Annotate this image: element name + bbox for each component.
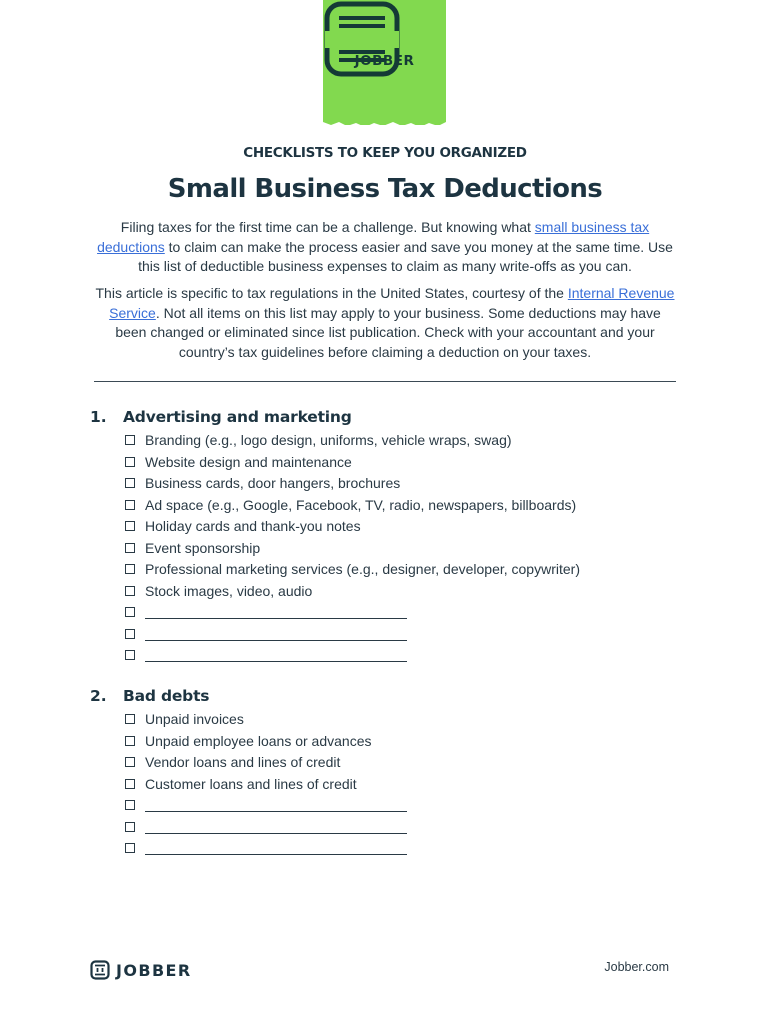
checklist-item[interactable] [90,454,690,476]
checklist-item-label: Unpaid invoices [145,711,244,727]
checklist-item-label: Branding (e.g., logo design, uniforms, vehicle wraps, swag) [145,432,512,448]
checklist-item[interactable] [90,475,690,497]
blank-checklist-item[interactable] [90,626,690,648]
page-title: Small Business Tax Deductions [167,174,603,204]
checkbox-icon[interactable] [125,586,135,596]
blank-line[interactable] [145,661,407,662]
checklist [90,711,690,862]
checkbox-icon[interactable] [125,629,135,639]
checkbox-icon[interactable] [125,500,135,510]
blank-line[interactable] [145,811,407,812]
checklist-item-label: Event sponsorship [145,539,261,556]
section-number: 2. [90,687,107,705]
section-advertising-marketing [90,408,690,669]
blank-checklist-item[interactable] [90,819,690,841]
checkbox-icon[interactable] [125,822,135,832]
checklist-item-label: Customer loans and lines of credit [145,775,357,792]
checkbox-icon[interactable] [125,435,135,445]
checklist-item-label: Ad space (e.g., Google, Facebook, TV, radio, newspapers, billboards) [145,496,577,513]
checkbox-icon[interactable] [125,478,135,488]
checklist-item-label: Business cards, door hangers, brochures [145,475,401,491]
brand-tag [323,0,446,125]
checklist-item[interactable] [90,497,690,519]
section-bad-debts [90,687,690,862]
checkbox-icon[interactable] [125,564,135,574]
intro-p2-text-start: This article is specific to tax regulations in the United States, courtesy of the [95,285,568,301]
intro-p1-text-start: Filing taxes for the first time can be a challenge. But knowing what [120,219,535,235]
checkbox-icon[interactable] [125,457,135,467]
checklist-item-label: Vendor loans and lines of credit [145,754,341,770]
blank-checklist-item[interactable] [90,797,690,819]
tag-wordmark: JOBBER [354,53,415,69]
divider [94,381,676,382]
blank-line[interactable] [145,854,407,855]
section-title: Bad debts [123,687,210,705]
section-number: 1. [90,408,107,426]
checkbox-icon[interactable] [125,736,135,746]
footer-wordmark: JOBBER [116,960,192,980]
checkbox-icon[interactable] [125,650,135,660]
footer-website[interactable]: Jobber.com [604,960,669,974]
blank-line[interactable] [145,833,407,834]
internal-revenue-service-link[interactable]: Internal Revenue Service [109,285,675,321]
checklist-item-label: Unpaid employee loans or advances [145,732,372,749]
checklist-item-label: Stock images, video, audio [145,582,313,599]
footer-logo[interactable] [90,960,192,980]
section-heading [90,408,690,432]
checkbox-icon[interactable] [125,800,135,810]
checkbox-icon[interactable] [125,779,135,789]
checklist-item[interactable] [90,776,690,798]
checkbox-icon[interactable] [125,843,135,853]
checklist-item[interactable] [90,754,690,776]
checklist-item[interactable] [90,432,690,454]
section-title: Advertising and marketing [123,408,352,426]
blank-checklist-item[interactable] [90,604,690,626]
checklist-item[interactable] [90,540,690,562]
intro-p2-text-end: . Not all items on this list may apply to your business. Some deductions may have been changed or eliminated since list publication. Check with your accountant and your country’s tax guidelines before claiming a deduction on your taxes. [115,304,661,360]
jobber-logo-icon [90,960,110,980]
blank-line[interactable] [145,640,407,641]
checkbox-icon[interactable] [125,543,135,553]
blank-line[interactable] [145,618,407,619]
intro-p1-text-end: to claim can make the process easier and save you money at the same time. Use this list of deductible business expenses to claim as many write-offs as you can. [138,238,673,275]
blank-checklist-item[interactable] [90,647,690,669]
checkbox-icon[interactable] [125,757,135,767]
checklist-item-label: Website design and maintenance [145,453,352,470]
section-heading [90,687,690,711]
checkbox-icon[interactable] [125,521,135,531]
small-business-tax-deductions-link[interactable]: small business tax deductions [97,219,650,255]
intro-paragraph-2 [92,284,678,362]
checklist-item[interactable] [90,583,690,605]
checklist-item[interactable] [90,711,690,733]
checklist-item[interactable] [90,518,690,540]
checkbox-icon[interactable] [125,607,135,617]
checkbox-icon[interactable] [125,714,135,724]
blank-checklist-item[interactable] [90,840,690,862]
checklist-item-label: Professional marketing services (e.g., designer, developer, copywriter) [145,561,580,577]
intro-paragraph-1 [92,218,678,277]
checklist-item[interactable] [90,733,690,755]
checklist [90,432,690,669]
checklist-item[interactable] [90,561,690,583]
eyebrow-heading: CHECKLISTS TO KEEP YOU ORGANIZED [243,145,527,161]
checklist-item-label: Holiday cards and thank-you notes [145,518,361,534]
